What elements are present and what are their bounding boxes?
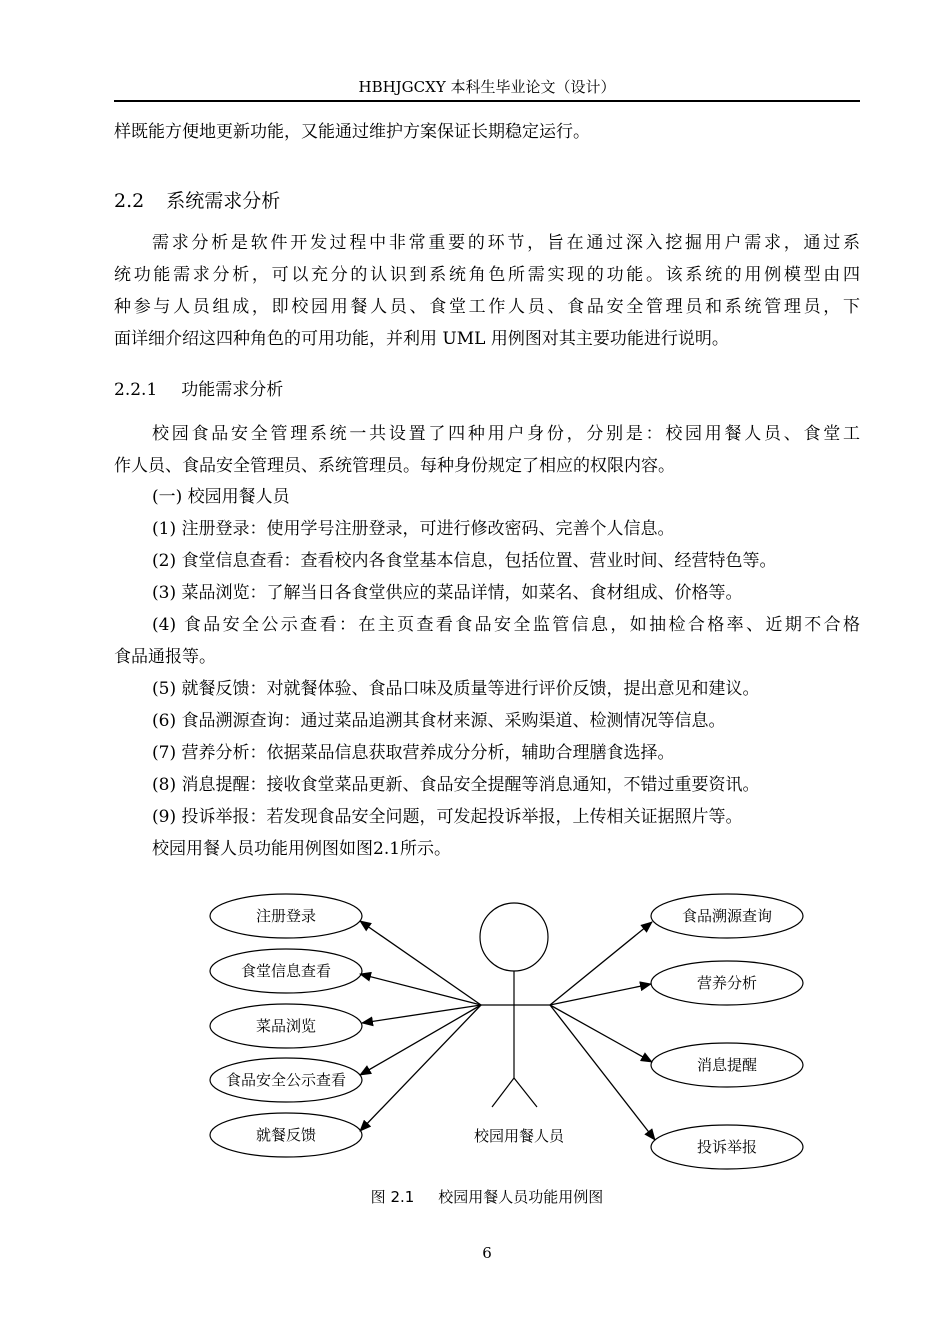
actor-figure — [480, 903, 550, 1107]
use-case-label: 就餐反馈 — [255, 1126, 317, 1144]
section-paragraph-line: 统功能需求分析，可以充分的认识到系统角色所需实现的功能。该系统的用例模型由四 — [114, 265, 860, 285]
association-arrow — [362, 1005, 481, 1023]
subsection-title: 功能需求分析 — [181, 380, 284, 400]
figure-reference: 校园用餐人员功能用例图如图2.1所示。 — [152, 839, 452, 859]
list-item: (5) 就餐反馈：对就餐体验、食品口味及质量等进行评价反馈，提出意见和建议。 — [152, 679, 760, 699]
section-heading — [114, 188, 280, 214]
association-arrow — [360, 921, 481, 1005]
use-case-safety-notice — [210, 1058, 362, 1102]
use-case-label: 消息提醒 — [696, 1056, 758, 1074]
use-case-diagram — [200, 885, 820, 1175]
actor-label: 校园用餐人员 — [473, 1127, 565, 1145]
section-paragraph-line: 需求分析是软件开发过程中非常重要的环节，旨在通过深入挖掘用户需求，通过系 — [152, 233, 860, 253]
association-arrow — [360, 1005, 481, 1075]
list-item: (2) 食堂信息查看：查看校内各食堂基本信息，包括位置、营业时间、经营特色等。 — [152, 551, 777, 571]
use-case-register — [210, 894, 362, 938]
use-case-nutrition — [651, 961, 803, 1005]
subsection-number: 2.2.1 — [114, 380, 158, 400]
actor-right-leg — [514, 1078, 537, 1107]
use-case-traceability — [651, 894, 803, 938]
list-item: (7) 营养分析：依据菜品信息获取营养成分分析，辅助合理膳食选择。 — [152, 743, 675, 763]
use-case-label: 投诉举报 — [696, 1138, 758, 1156]
list-item: (8) 消息提醒：接收食堂菜品更新、食品安全提醒等消息通知，不错过重要资讯。 — [152, 775, 760, 795]
association-arrow — [550, 984, 651, 1005]
subsection-paragraph-line: 作人员、食品安全管理员、系统管理员。每种身份规定了相应的权限内容。 — [114, 456, 675, 476]
section-paragraph-line: 面详细介绍这四种角色的可用功能，并利用 UML 用例图对其主要功能进行说明。 — [114, 329, 729, 349]
actor-left-leg — [492, 1078, 514, 1107]
section-number: 2.2 — [114, 190, 145, 212]
list-item: (6) 食品溯源查询：通过菜品追溯其食材来源、采购渠道、检测情况等信息。 — [152, 711, 726, 731]
use-case-label: 食堂信息查看 — [240, 962, 332, 980]
intro-line: 样既能方便地更新功能，又能通过维护方案保证长期稳定运行。 — [114, 122, 590, 142]
association-arrow — [550, 1005, 655, 1140]
association-arrow — [360, 974, 481, 1005]
running-header: HBHJGCXY 本科生毕业论文（设计） — [358, 78, 616, 96]
role-heading: (一) 校园用餐人员 — [152, 487, 290, 507]
use-case-label: 营养分析 — [696, 974, 758, 992]
association-arrow — [550, 922, 652, 1005]
use-case-canteen-info — [210, 949, 362, 993]
use-case-label: 注册登录 — [255, 907, 317, 925]
header-rule — [114, 100, 860, 102]
use-case-label: 食品溯源查询 — [681, 907, 773, 925]
section-paragraph-line: 种参与人员组成，即校园用餐人员、食堂工作人员、食品安全管理员和系统管理员，下 — [114, 297, 860, 317]
use-case-feedback — [210, 1113, 362, 1157]
list-item: (3) 菜品浏览：了解当日各食堂供应的菜品详情，如菜名、食材组成、价格等。 — [152, 583, 743, 603]
figure-number: 图 2.1 — [370, 1188, 415, 1206]
association-arrow — [550, 1005, 652, 1062]
subsection-paragraph-line: 校园食品安全管理系统一共设置了四种用户身份，分别是：校园用餐人员、食堂工 — [152, 424, 860, 444]
use-case-notifications — [651, 1043, 803, 1087]
list-item: (1) 注册登录：使用学号注册登录，可进行修改密码、完善个人信息。 — [152, 519, 675, 539]
actor-head — [480, 903, 548, 971]
list-item: (9) 投诉举报：若发现食品安全问题，可发起投诉举报，上传相关证据照片等。 — [152, 807, 743, 827]
use-case-dish-browse — [210, 1004, 362, 1048]
use-case-complaint — [651, 1125, 803, 1169]
section-title: 系统需求分析 — [166, 190, 281, 212]
figure-title: 校园用餐人员功能用例图 — [438, 1188, 604, 1206]
association-arrow — [360, 1005, 481, 1131]
subsection-heading — [114, 378, 283, 402]
list-item: (4) 食品安全公示查看：在主页查看食品安全监管信息，如抽检合格率、近期不合格 — [152, 615, 860, 635]
page-number: 6 — [482, 1244, 492, 1262]
use-case-label: 食品安全公示查看 — [225, 1071, 347, 1089]
use-case-label: 菜品浏览 — [255, 1017, 317, 1035]
list-item-continuation: 食品通报等。 — [114, 647, 216, 667]
figure-caption — [114, 1186, 860, 1208]
